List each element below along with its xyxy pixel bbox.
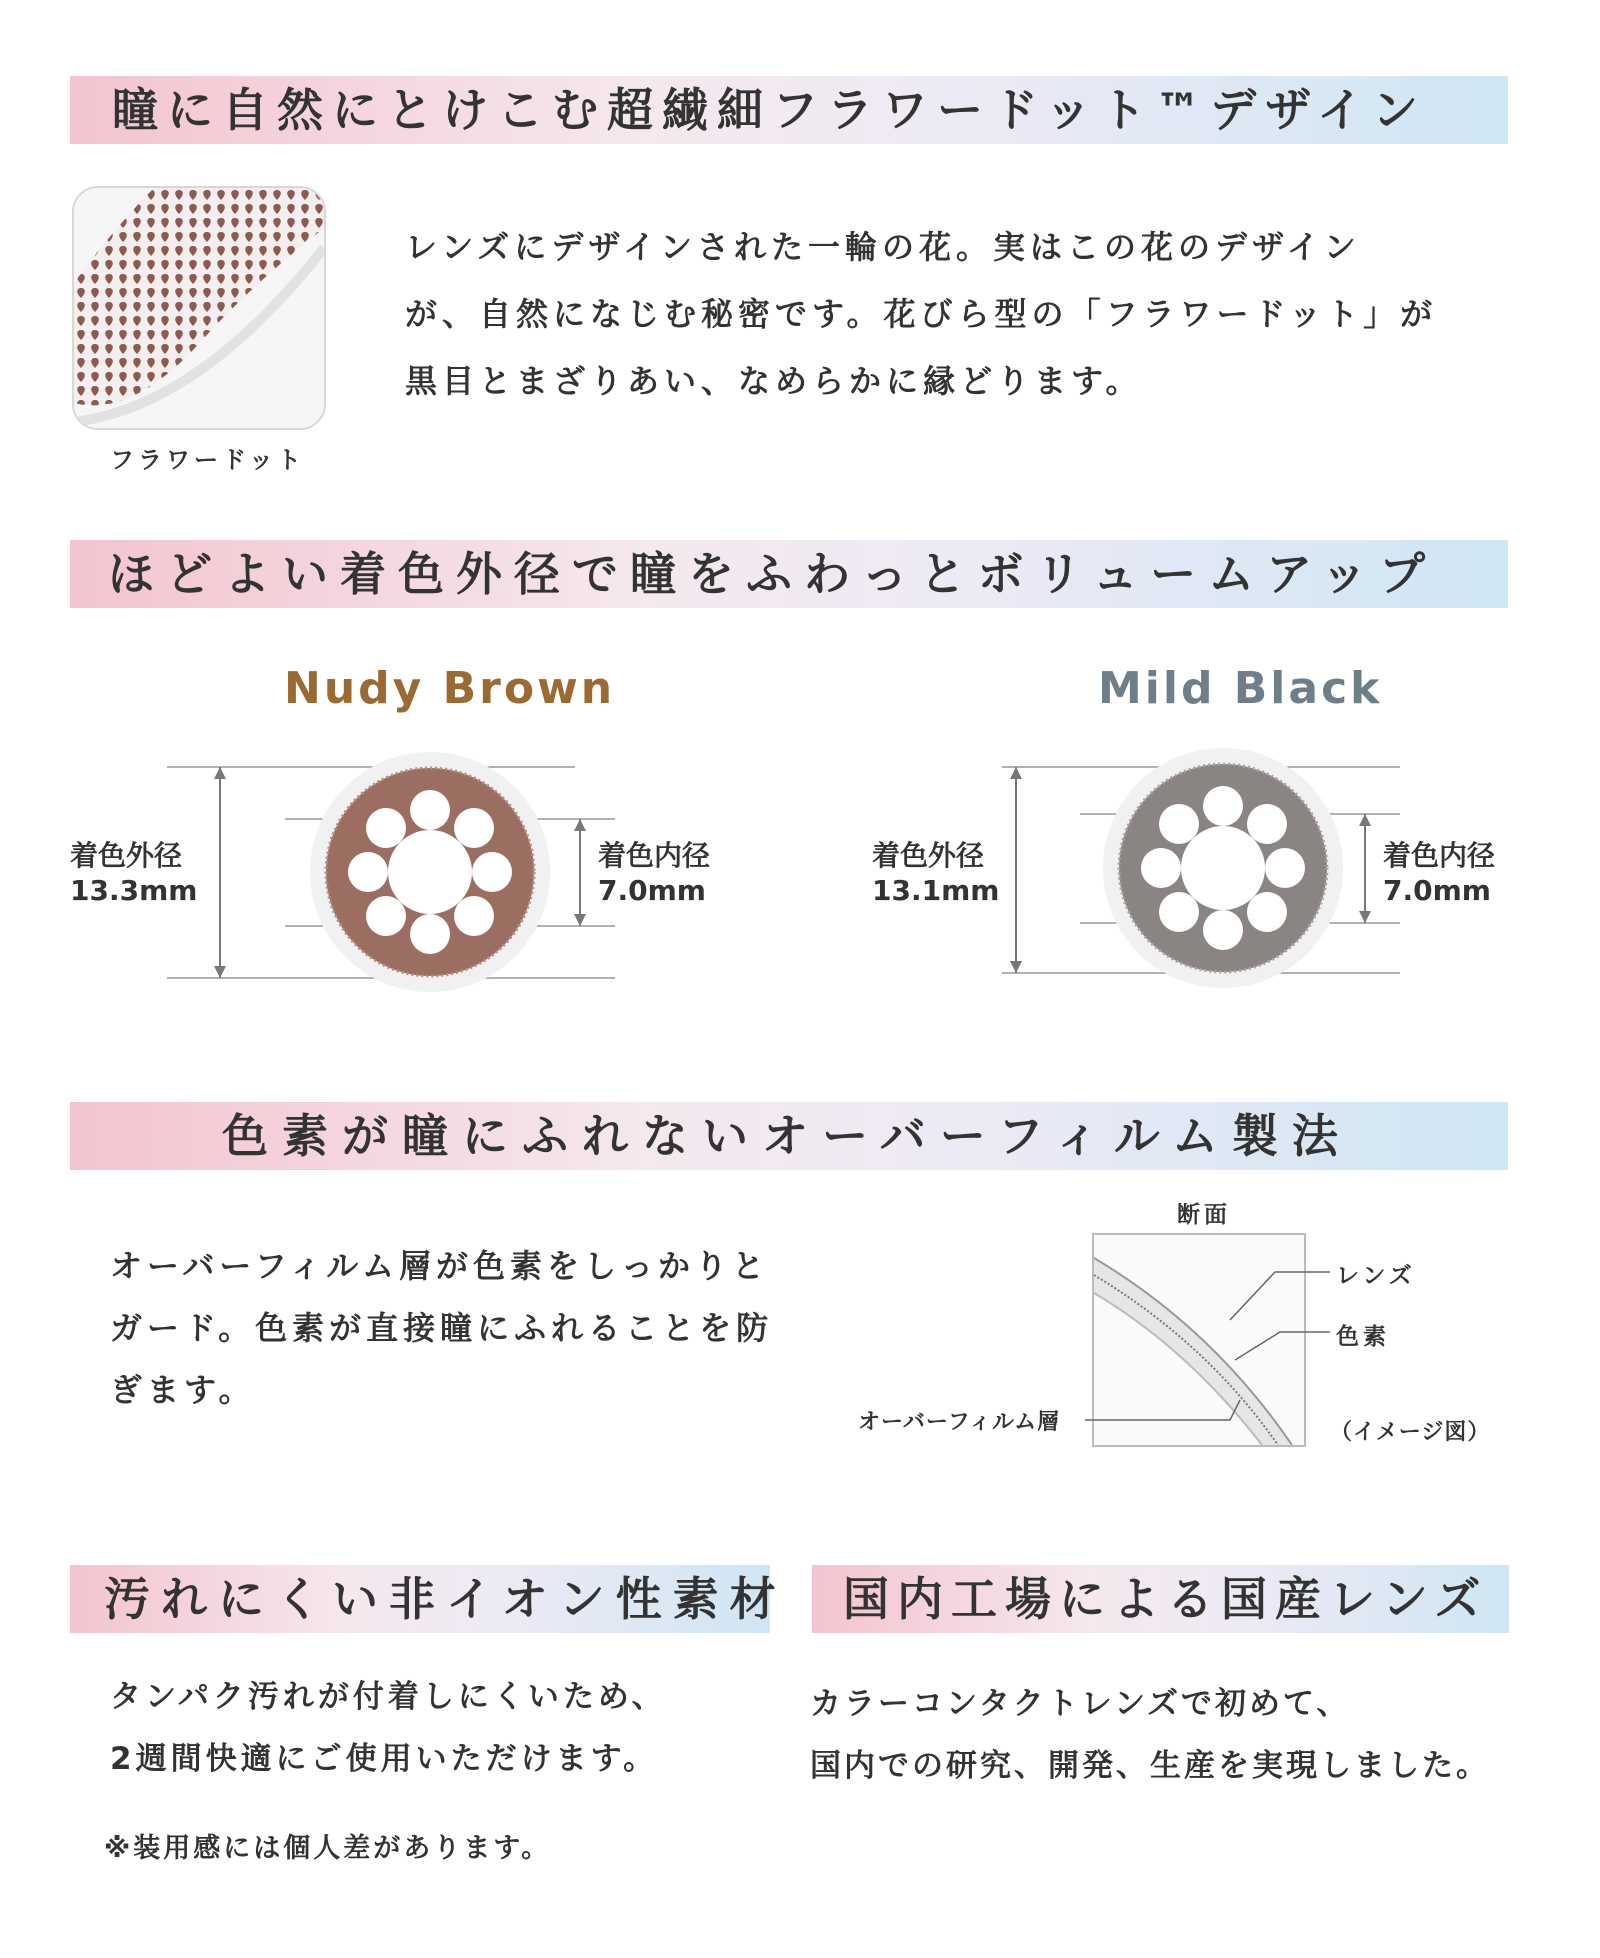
description-line: 2週間快適にご使用いただけます。 [110, 1741, 659, 1777]
outer-diameter-nudy-brown [70, 838, 197, 908]
comfort-note: ※装用感には個人差があります。 [104, 1833, 552, 1864]
heading-over-film: 色素が瞳にふれないオーバーフィルム製法 [222, 1109, 1352, 1163]
description-line: ガード。色素が直接瞳にふれることを防 [110, 1309, 774, 1347]
inner-diameter-mild-black [1383, 838, 1495, 908]
inner-diameter-label: 着色内径 [1383, 839, 1496, 872]
label-over-film-layer: オーバーフィルム層 [858, 1410, 1061, 1435]
inner-diameter-nudy-brown [598, 838, 710, 908]
lens-diagram-mild-black [1000, 755, 1420, 995]
heading-non-ionic: 汚れにくい非イオン性素材 [104, 1572, 787, 1626]
heading-flower-dot: 瞳に自然にとけこむ超繊細フラワードット™デザイン [112, 83, 1427, 137]
product-title-mild-black: Mild Black [1098, 663, 1383, 714]
description-line: オーバーフィルム層が色素をしっかりと [110, 1247, 769, 1285]
lens-diagram-nudy-brown [165, 755, 585, 995]
description-line: が、自然になじむ秘密です。花びら型の「フラワードット」が [405, 295, 1438, 333]
domestic-description [810, 1673, 1600, 1797]
inner-diameter-value: 7.0mm [598, 874, 706, 907]
heading-domestic: 国内工場による国産レンズ [843, 1572, 1489, 1626]
outer-diameter-value: 13.1mm [872, 874, 1000, 907]
cross-section-title: 断面 [1177, 1202, 1231, 1228]
heading-diameter: ほどよい着色外径で瞳をふわっとボリュームアップ [108, 547, 1437, 601]
flower-dot-thumbnail [72, 186, 326, 430]
image-note: （イメージ図） [1330, 1420, 1491, 1445]
outer-diameter-label: 着色外径 [70, 839, 183, 872]
description-line: ぎます。 [110, 1371, 256, 1409]
product-title-nudy-brown: Nudy Brown [284, 663, 616, 714]
description-line: カラーコンタクトレンズで初めて、 [810, 1686, 1351, 1722]
flower-dot-pattern-image [74, 188, 324, 428]
description-line: 黒目とまざりあい、なめらかに縁どります。 [405, 362, 1143, 400]
outer-diameter-value: 13.3mm [70, 874, 198, 907]
inner-diameter-value: 7.0mm [1383, 874, 1491, 907]
inner-diameter-label: 着色内径 [598, 839, 711, 872]
outer-diameter-mild-black [872, 838, 999, 908]
description-line: レンズにデザインされた一輪の花。実はこの花のデザイン [405, 228, 1361, 266]
flower-dot-description [405, 214, 1555, 415]
label-pigment: 色素 [1336, 1324, 1390, 1350]
non-ionic-description [110, 1666, 790, 1790]
flower-dot-caption: フラワードット [110, 446, 306, 474]
over-film-description [110, 1235, 830, 1421]
label-lens: レンズ [1336, 1263, 1416, 1289]
description-line: 国内での研究、開発、生産を実現しました。 [810, 1748, 1490, 1784]
description-line: タンパク汚れが付着しにくいため、 [110, 1679, 667, 1715]
outer-diameter-label: 着色外径 [872, 839, 985, 872]
